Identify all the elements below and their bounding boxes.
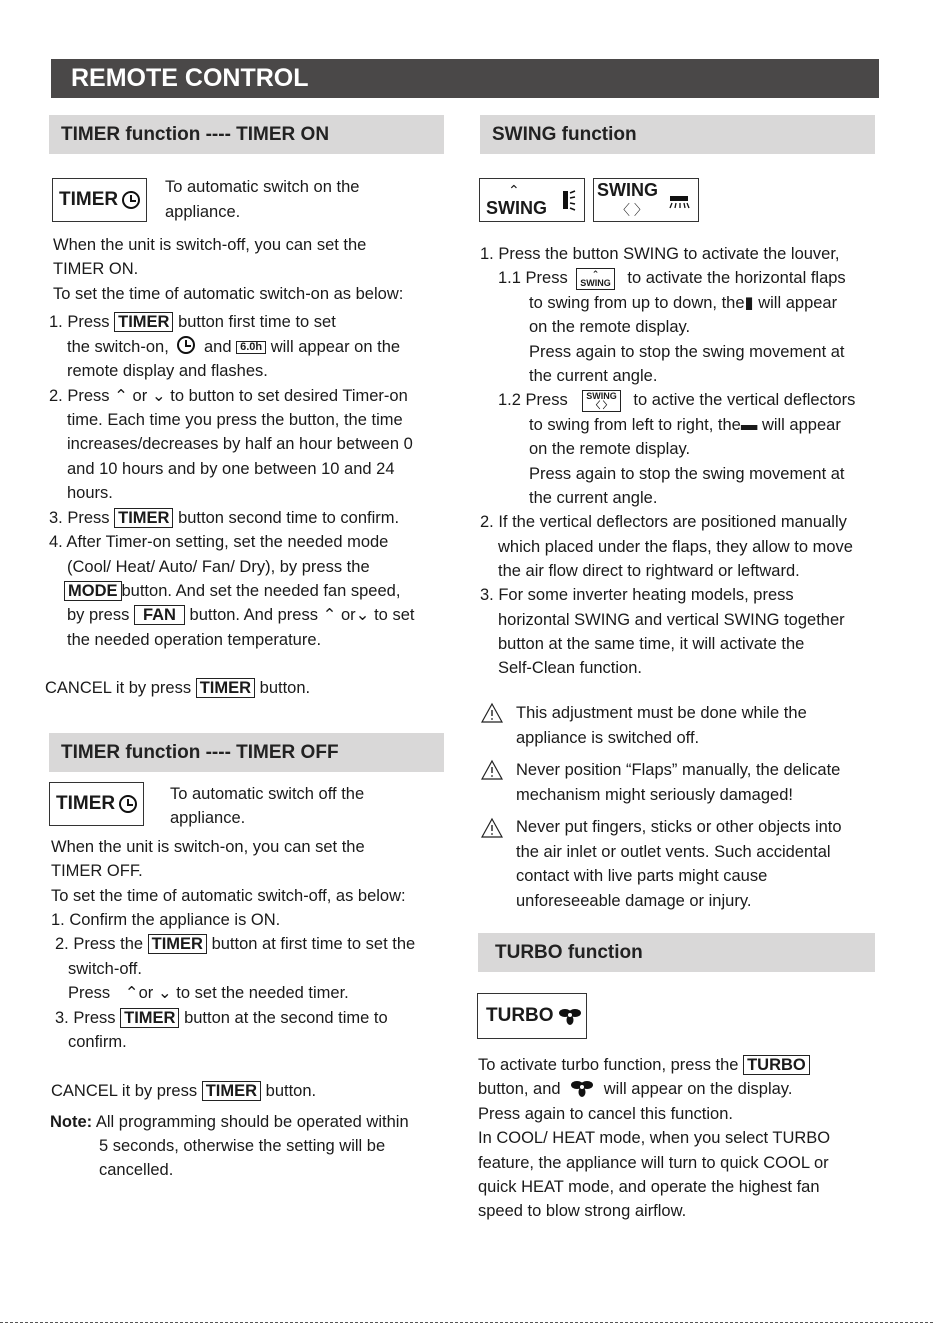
swing-warning-3d: unforeseeable damage or injury. <box>516 892 752 910</box>
timer-button-label: TIMER <box>59 189 119 210</box>
timer-on-step-2c: increases/decreases by half an hour between 0 <box>67 435 413 453</box>
swing-horizontal-button-illustration <box>479 178 585 222</box>
timer-button-label: TIMER <box>56 793 116 814</box>
fan-key: FAN <box>134 605 185 625</box>
timer-off-line-1: When the unit is switch-on, you can set the <box>51 838 365 856</box>
timer-off-step-2b: switch-off. <box>68 960 142 978</box>
swing-step-1-2a: 1.2 Press SWING 〈 〉 to active the vertical deflectors <box>498 390 856 410</box>
swing-step-1-1d: Press again to stop the swing movement at <box>529 343 845 361</box>
swing-button-label: SWING <box>486 198 547 218</box>
swing-step-1-1b: to swing from up to down, the▮ will appear <box>529 294 838 312</box>
turbo-line-5: feature, the appliance will turn to quick COOL or <box>478 1154 829 1172</box>
timer-off-note-2: 5 seconds, otherwise the setting will be <box>99 1137 386 1155</box>
swing-button-label: SWING <box>597 180 658 200</box>
vertical-flap-icon <box>562 189 576 211</box>
swing-step-1-2e: the current angle. <box>529 489 658 507</box>
turbo-fan-icon <box>569 1079 595 1097</box>
turbo-line-2: button, and will appear on the display. <box>478 1080 793 1098</box>
clock-icon <box>177 336 195 354</box>
swing-warning-3c: contact with live parts might cause <box>516 867 768 885</box>
page-banner: REMOTE CONTROL <box>51 59 879 98</box>
timer-on-step-2d: and 10 hours and by one between 10 and 24 <box>67 460 395 478</box>
timer-key: TIMER <box>202 1081 261 1101</box>
note-label: Note: <box>50 1113 93 1131</box>
turbo-line-3: Press again to cancel this function. <box>478 1105 733 1123</box>
turbo-button-illustration <box>477 993 587 1039</box>
timer-off-step-3a: 3. Press TIMER button at the second time to <box>55 1009 388 1027</box>
swing-heading: SWING function <box>480 115 875 154</box>
timer-off-heading: TIMER function ---- TIMER OFF <box>49 733 444 772</box>
down-arrow-icon: ⌄ <box>157 984 172 1002</box>
clock-icon <box>119 795 137 813</box>
swing-vertical-button-illustration <box>593 178 699 222</box>
timer-key: TIMER <box>114 312 173 332</box>
timer-on-heading: TIMER function ---- TIMER ON <box>49 115 444 154</box>
timer-on-step-3: 3. Press TIMER button second time to confirm. <box>49 509 400 527</box>
timer-on-step-4e: the needed operation temperature. <box>67 631 322 649</box>
swing-step-1-1c: on the remote display. <box>529 318 691 336</box>
swing-warning-2b: mechanism might seriously damaged! <box>516 786 793 804</box>
timer-off-intro-2: appliance. <box>170 809 246 827</box>
swing-step-1-1a: 1.1 Press ⌃ SWING to activate the horizontal flaps <box>498 268 846 288</box>
timer-on-step-1c: remote display and flashes. <box>67 362 268 380</box>
swing-step-1: 1. Press the button SWING to activate the louver, <box>480 245 840 263</box>
timer-off-note-3: cancelled. <box>99 1161 174 1179</box>
timer-off-step-2c: Press ⌃or ⌄ to set the needed timer. <box>68 984 349 1002</box>
timer-off-step-1: 1. Confirm the appliance is ON. <box>51 911 281 929</box>
timer-on-line-1: When the unit is switch-off, you can set the <box>53 236 367 254</box>
swing-step-1-1e: the current angle. <box>529 367 658 385</box>
warning-icon <box>481 702 503 724</box>
timer-on-intro-2: appliance. <box>165 203 241 221</box>
timer-display-icon: 6.0h <box>236 341 266 354</box>
timer-off-line-2: TIMER OFF. <box>51 862 143 880</box>
down-arrow-icon: ⌄ <box>151 387 166 405</box>
swing-step-1-2c: on the remote display. <box>529 440 691 458</box>
timer-on-cancel: CANCEL it by press TIMER button. <box>45 679 311 697</box>
swing-mini-button-icon: ⌃ SWING <box>576 268 615 290</box>
timer-on-step-4d: by press FAN button. And press ⌃ or⌄ to set <box>67 606 415 624</box>
swing-step-3a: 3. For some inverter heating models, press <box>480 586 794 604</box>
timer-on-intro-1: To automatic switch on the <box>165 178 360 196</box>
timer-on-step-2a: 2. Press ⌃ or ⌄ to button to set desired Timer-on <box>49 387 408 405</box>
timer-key: TIMER <box>120 1008 179 1028</box>
swing-warning-1a: This adjustment must be done while the <box>516 704 807 722</box>
turbo-line-7: speed to blow strong airflow. <box>478 1202 687 1220</box>
timer-on-step-2b: time. Each time you press the button, the time <box>67 411 403 429</box>
swing-step-3d: Self-Clean function. <box>498 659 642 677</box>
turbo-button-label: TURBO <box>486 1005 554 1026</box>
swing-step-1-2d: Press again to stop the swing movement at <box>529 465 845 483</box>
swing-step-2a: 2. If the vertical deflectors are positioned manually <box>480 513 847 531</box>
up-arrow-icon: ⌃ <box>322 606 337 624</box>
turbo-line-6: quick HEAT mode, and operate the highest fan <box>478 1178 820 1196</box>
timer-on-step-4b: (Cool/ Heat/ Auto/ Fan/ Dry), by press the <box>67 558 370 576</box>
timer-on-step-1b: the switch-on, and 6.0h will appear on the <box>67 338 401 356</box>
timer-off-intro-1: To automatic switch off the <box>170 785 365 803</box>
down-arrow-icon: ⌄ <box>355 606 370 624</box>
swing-warning-1b: appliance is switched off. <box>516 729 700 747</box>
swing-step-3c: button at the same time, it will activate the <box>498 635 805 653</box>
warning-icon <box>481 817 503 839</box>
timer-on-step-4c: MODE button. And set the needed fan speed, <box>64 579 400 604</box>
timer-off-note-1: Note: All programming should be operated within <box>50 1113 409 1131</box>
up-arrow-icon: ⌃ <box>124 984 139 1002</box>
swing-warning-3b: the air inlet or outlet vents. Such accidental <box>516 843 831 861</box>
timer-off-line-3: To set the time of automatic switch-off, as below: <box>51 887 406 905</box>
horizontal-deflector-icon: ▬ <box>740 416 758 434</box>
vertical-flap-icon: ▮ <box>744 294 754 312</box>
timer-on-step-2e: hours. <box>67 484 113 502</box>
mode-key: MODE <box>64 581 122 601</box>
timer-key: TIMER <box>114 508 173 528</box>
turbo-key: TURBO <box>743 1055 810 1075</box>
timer-on-line-3: To set the time of automatic switch-on as below: <box>53 285 404 303</box>
timer-off-step-3b: confirm. <box>68 1033 127 1051</box>
timer-off-step-2a: 2. Press the TIMER button at first time to set the <box>55 935 416 953</box>
timer-key: TIMER <box>196 678 255 698</box>
swing-mini-button-icon: SWING 〈 〉 <box>582 390 621 412</box>
turbo-line-1: To activate turbo function, press the TURBO <box>478 1053 810 1078</box>
swing-warning-3a: Never put fingers, sticks or other objects into <box>516 818 842 836</box>
horizontal-deflector-icon <box>668 195 690 209</box>
clock-icon <box>122 191 140 209</box>
swing-step-3b: horizontal SWING and vertical SWING together <box>498 611 845 629</box>
timer-on-step-4a: 4. After Timer-on setting, set the needed mode <box>49 533 389 551</box>
turbo-fan-icon <box>558 1007 582 1025</box>
swing-up-down-icon: ⌃ <box>508 182 520 198</box>
swing-warning-2a: Never position “Flaps” manually, the delicate <box>516 761 841 779</box>
timer-on-line-2: TIMER ON. <box>53 260 139 278</box>
timer-button-illustration <box>49 782 144 826</box>
turbo-heading: TURBO function <box>478 933 875 972</box>
swing-step-2c: the air flow direct to rightward or leftward. <box>498 562 800 580</box>
left-right-arrows-icon: 〈 〉 <box>616 202 648 218</box>
timer-button-illustration <box>52 178 147 222</box>
turbo-line-4: In COOL/ HEAT mode, when you select TURBO <box>478 1129 831 1147</box>
up-arrow-icon: ⌃ <box>114 387 128 405</box>
swing-step-1-2b: to swing from left to right, the▬ will appear <box>529 416 841 434</box>
timer-key: TIMER <box>148 934 207 954</box>
warning-icon <box>481 759 503 781</box>
swing-step-2b: which placed under the flaps, they allow to move <box>498 538 853 556</box>
page-bottom-divider <box>0 1322 933 1323</box>
timer-on-step-1a: 1. Press TIMER button first time to set <box>49 313 336 331</box>
timer-off-cancel: CANCEL it by press TIMER button. <box>51 1082 317 1100</box>
